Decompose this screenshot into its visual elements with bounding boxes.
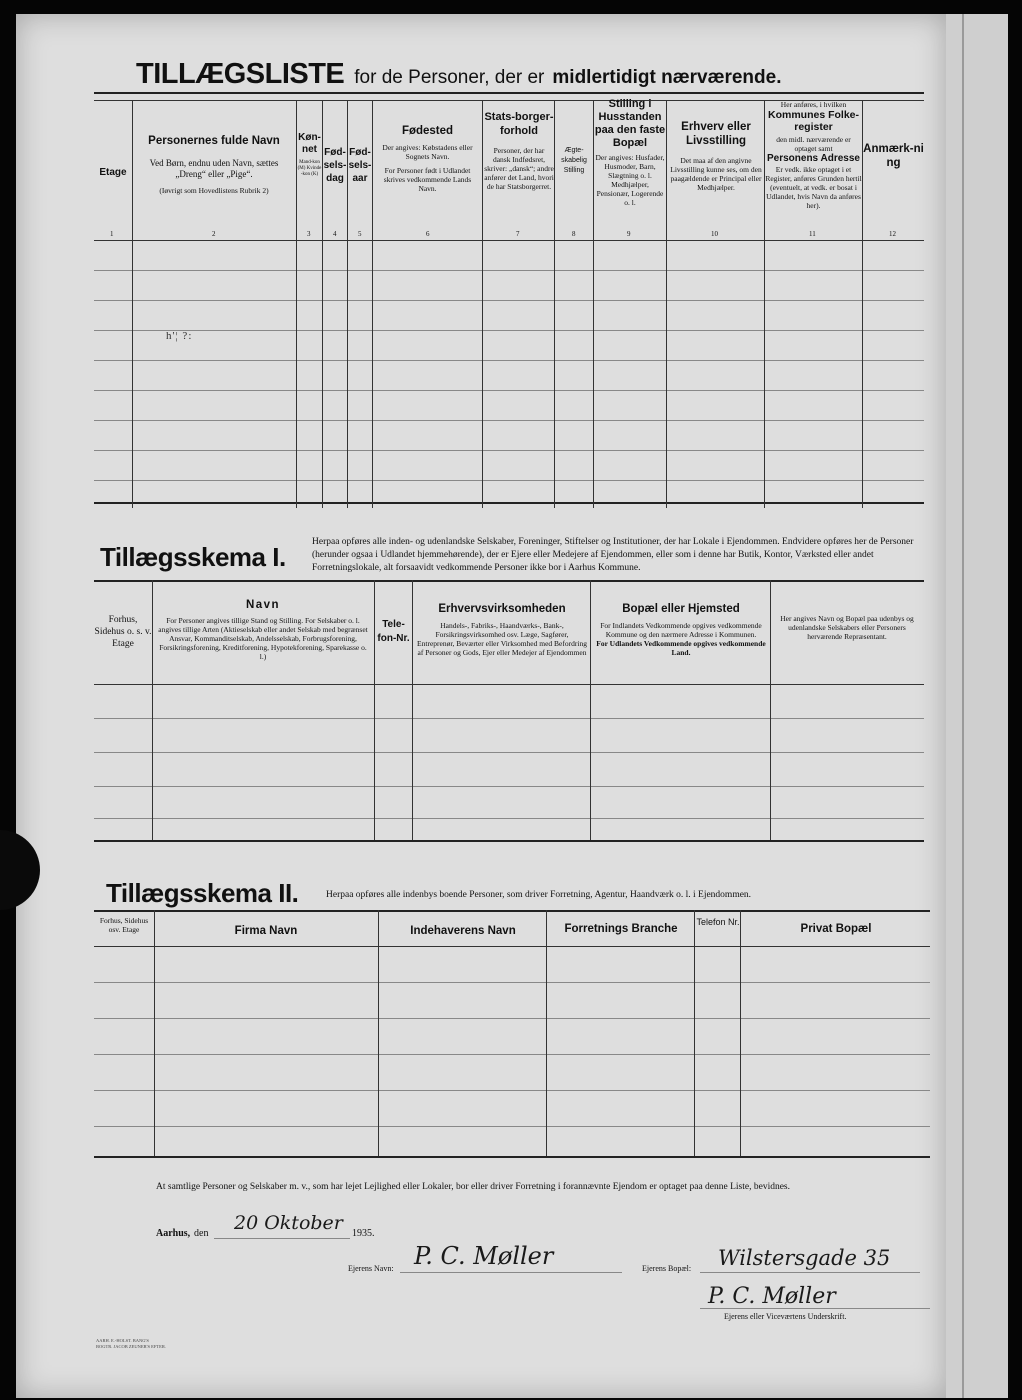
skema1-col-navn — [156, 598, 370, 661]
col-stats-title: Stats-borger-forhold — [484, 111, 554, 137]
skema1-col-etage: Forhus, Sidehus o. s. v. Etage — [94, 615, 152, 649]
skema1-col-erhverv-title: Erhvervsvirksomheden — [438, 603, 566, 615]
col-foedested-body1: Der angives: Købstadens eller Sognets Navn. — [382, 143, 473, 161]
list-scribble: h'¦ ?: — [166, 330, 193, 342]
col-foedested-body2: For Personer født i Udlandet skrives vedkommende Lands Navn. — [383, 166, 472, 193]
col-num-1: 1 — [110, 230, 114, 238]
col-num-9: 9 — [627, 230, 631, 238]
col-erhverv — [668, 120, 764, 192]
col-num-8: 8 — [572, 230, 576, 238]
skema1-title: Tillægsskema I. — [100, 542, 286, 572]
skema2-col-indehaver: Indehaverens Navn — [410, 925, 516, 937]
footer-date-hand: 20 Oktober — [234, 1212, 343, 1234]
footer-den: den — [194, 1228, 209, 1239]
col-kommune-top: Her anføres, i hvilken — [780, 100, 847, 109]
skema2-col-branche: Forretnings Branche — [564, 923, 678, 935]
col-kommune-title: Kommunes Folke-register — [767, 109, 859, 133]
skema2-col-bopael: Privat Bopæl — [800, 923, 872, 935]
footer-ejer-label: Ejerens Navn: — [348, 1264, 394, 1273]
skema1-col-bopael-body1: For Indlandets Vedkommende opgives vedkommende Kommune og den nærmere Adresse i Kommunen. — [600, 621, 762, 639]
next-page-edge — [946, 14, 1008, 1398]
col-kommune — [765, 100, 862, 210]
main-title-mid: for de Personer, der er — [354, 67, 545, 88]
col-foedested — [374, 124, 481, 193]
col-anmaerk: Anmærk-ning — [863, 143, 924, 169]
col-kommune-bold: Personens Adresse — [766, 153, 860, 164]
skema1-col-bopael — [594, 602, 768, 657]
skema2-col-etage: Forhus, Sidehus osv. Etage — [99, 916, 149, 934]
col-navn-body: Ved Børn, endnu uden Navn, sættes „Dreng“ eller „Pige“. — [149, 158, 279, 179]
col-etage: Etage — [99, 167, 127, 178]
skema1-col-erhverv-body: Handels-, Fabriks-, Haandværks-, Bank-, Forsikringsvirksomhed osv. Læge, Sagfører, Entreprenør, Beværter eller Virksomhed med Befordring af Personer og Gods, Ejer eller Medejer af Ejendommen — [417, 621, 587, 657]
col-erhverv-title: Erhverv eller Livsstilling — [681, 121, 751, 147]
col-kommune-mid: den midl. nærværende er optaget samt — [776, 135, 851, 153]
footer-statement: At samtlige Personer og Selskaber m. v., som har lejet Lejlighed eller Lokaler, bor eller driver Forretning i forannævnte Ejendom er optaget paa denne Liste, bevidnes. — [156, 1182, 790, 1192]
col-num-5: 5 — [358, 230, 362, 238]
col-num-4: 4 — [333, 230, 337, 238]
col-num-7: 7 — [516, 230, 520, 238]
skema2-col-telefon: Telefon Nr. — [696, 917, 740, 927]
col-konnet — [297, 132, 322, 178]
col-stilling-title: Stilling i Husstanden paa den faste Bopæl — [594, 98, 666, 149]
skema1-col-telefon: Tele-fon-Nr. — [377, 619, 410, 644]
skema2-desc: Herpaa opføres alle indenbys boende Personer, som driver Forretning, Agentur, Haandværk o. l. i Ejendommen. — [326, 890, 752, 900]
col-erhverv-body: Det maa af den angivne Livsstilling kunne ses, om den paagældende er Principal eller Medhjælper. — [670, 156, 762, 192]
footer-sign-hand: P. C. Møller — [708, 1284, 836, 1309]
skema1-col-bopael-body2: For Udlandets Vedkommende opgives vedkommende Land. — [596, 639, 766, 657]
col-foedselsdag: Fød-sels-dag — [323, 147, 347, 184]
form-page — [16, 14, 946, 1398]
col-stats — [484, 110, 554, 191]
col-kommune-body: Er vedk. ikke optaget i et Register, anføres Grunden hertil (eventuelt, at vedk. er bosat i Udlandet, hvis Navn da anføres her). — [765, 165, 862, 210]
skema1-col-erhverv — [416, 602, 588, 657]
col-konnet-sub: Mand-kon (M) Kvinde-kon (K) — [297, 160, 322, 177]
col-navn — [134, 134, 294, 195]
footer-bopael-label: Ejerens Bopæl: — [642, 1264, 692, 1273]
col-aegte: Ægte-skabelig Stilling — [561, 147, 587, 174]
col-num-12: 12 — [889, 230, 896, 238]
skema2-title: Tillægsskema II. — [106, 878, 299, 908]
col-foedested-title: Fødested — [401, 125, 454, 137]
skema1-col-navn-title: Navn — [245, 599, 281, 611]
skema1-col-bopael-title: Bopæl eller Hjemsted — [622, 603, 740, 615]
form-content — [36, 24, 924, 1384]
skema1-col-repr: Her angives Navn og Bopæl paa udenbys og udenlandske Selskabers eller Personers herværende Repræsentant. — [780, 614, 914, 641]
col-num-11: 11 — [809, 230, 816, 238]
footer-sign-label: Ejerens eller Viceværtens Underskrift. — [724, 1312, 847, 1321]
skema1-desc: Herpaa opføres alle inden- og udenlandske Selskaber, Foreninger, Stiftelser og Institutioner, der har Lokale i Ejendommen. Endvidere opføres her de Personer (herunder ogsaa i Udlandet hjemmehørende), der er Ejere eller Medejere af Ejendommen, eller som i denne har Butik, Kontor, Værksted eller andet Forretningslokale, alt forsaavidt vedkommende Personer ikke bor i Aarhus Kommune. — [312, 537, 914, 573]
footer-bopael-hand: Wilstersgade 35 — [718, 1246, 891, 1270]
col-stats-body: Personer, der har dansk Indfødsret, skriver: „dansk“; andre anfører det Land, hvori de har Statsborgerret. — [484, 146, 554, 191]
col-num-10: 10 — [711, 230, 718, 238]
skema1-col-navn-body: For Personer angives tillige Stand og Stilling. For Selskaber o. l. angives tillige Arten (Aktieselskab eller andet Selskab med begrænset Ansvar, Kommanditselskab, Andelsselskab, Forbrugsforening, Forsikringsforening, Kreditforening, Hypotekforening, Sparekasse o. l.) — [158, 616, 368, 661]
col-konnet-title: Køn-net — [298, 132, 321, 155]
footer-printer: AARH. E.-HOLST. BANG'S BOGTR. JACOB ZEUNER'S EFTER. — [96, 1338, 166, 1349]
main-title-bold: midlertidigt nærværende. — [552, 67, 782, 88]
col-stilling — [594, 98, 666, 207]
footer-ejer-hand: P. C. Møller — [414, 1242, 554, 1270]
footer-city: Aarhus, — [156, 1228, 191, 1239]
footer-year: 1935. — [352, 1228, 375, 1239]
col-num-6: 6 — [426, 230, 430, 238]
main-title-big: TILLÆGSLISTE — [136, 58, 345, 90]
col-num-2: 2 — [212, 230, 216, 238]
col-navn-title: Personernes fulde Navn — [148, 135, 280, 147]
col-foedselsaar: Fød-sels-aar — [348, 147, 372, 184]
main-title — [136, 58, 782, 91]
skema2-col-firma: Firma Navn — [234, 925, 298, 937]
col-navn-note: (Iøvrigt som Hovedlistens Rubrik 2) — [159, 186, 269, 195]
col-stilling-body: Der angives: Husfader, Husmoder, Barn, Slægtning o. l. Medhjælper, Pensionær, Logerende o. l. — [595, 153, 665, 207]
col-num-3: 3 — [307, 230, 311, 238]
